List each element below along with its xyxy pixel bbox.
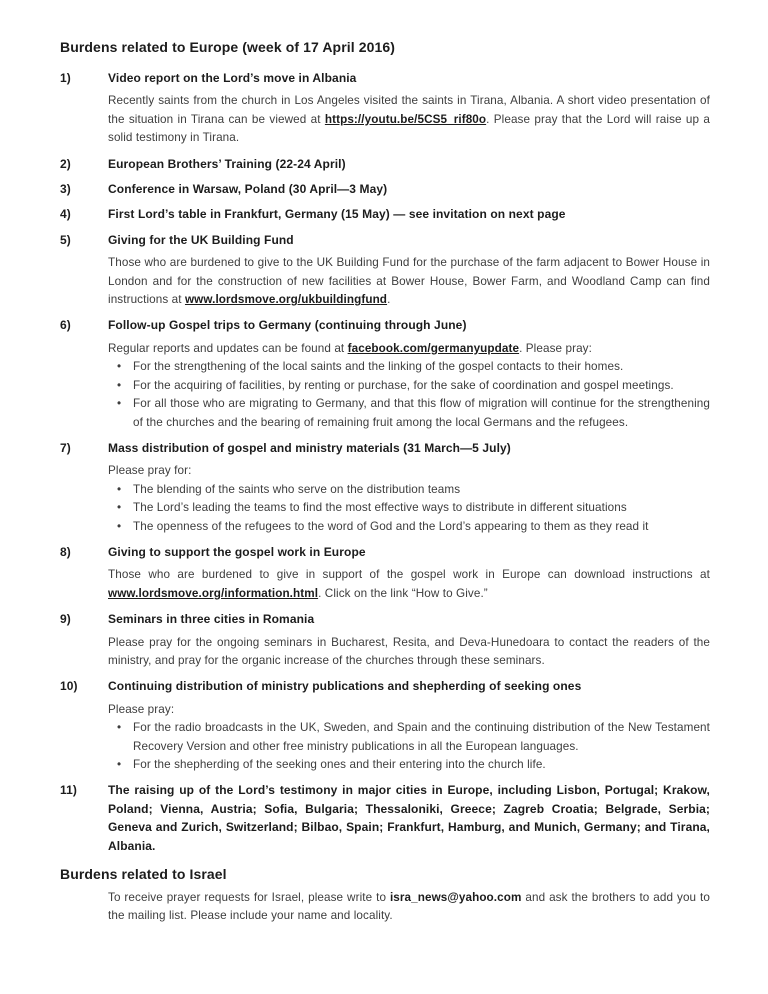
item-number: 7)	[60, 440, 71, 455]
item-heading: Continuing distribution of ministry publications and shepherding of seeking ones	[108, 679, 582, 694]
item-paragraph	[108, 92, 710, 147]
item-paragraph	[108, 566, 710, 603]
item-content	[108, 316, 710, 431]
text-run: Those who are burdened to give to the UK Building Fund for the purchase of the farm adjacent to Bower House in London and for the construction of new facilities at Bower House, Bower Farm, and Woodland Camp can find instructions at	[108, 256, 710, 307]
item-number: 3)	[60, 182, 71, 197]
item-content	[108, 781, 710, 855]
item-number: 10)	[60, 679, 78, 694]
item-heading: The raising up of the Lord’s testimony in major cities in Europe, including Lisbon, Portugal; Krakow, Poland; Vienna, Austria; Sofia, Bulgaria; Thessaloniki, Greece; Zagreb Croatia; Belgrade, Serbia; Geneva and Zurich, Switzerland; Bilbao, Spain; Frankfurt, Hamburg, and Munich, Germany; and Tirana, Albania.	[108, 783, 710, 853]
list-item	[60, 781, 710, 855]
israel-body-paragraph	[108, 889, 710, 926]
text-run: Those who are burdened to give in support of the gospel work in Europe can download instructions at	[108, 568, 710, 582]
text-run: Recently saints from the church in Los Angeles visited the saints in Tirana, Albania. A short video presentation of the situation in Tirana can be viewed at	[108, 94, 710, 126]
text-run: Please pray:	[108, 702, 175, 716]
item-content	[108, 205, 710, 223]
item-number: 9)	[60, 612, 71, 627]
list-item	[60, 69, 710, 148]
item-heading: Follow-up Gospel trips to Germany (continuing through June)	[108, 318, 467, 333]
bullet-list	[108, 358, 710, 432]
bullet-item: • For the acquiring of facilities, by renting or purchase, for the sake of coordination and gospel meetings.	[116, 377, 710, 395]
item-number: 6)	[60, 318, 71, 333]
inline-link[interactable]: www.lordsmove.org/information.html	[108, 586, 319, 600]
item-heading: European Brothers’ Training (22-24 April)	[108, 156, 346, 171]
item-heading: Video report on the Lord’s move in Albania	[108, 71, 357, 85]
text-run: .	[387, 293, 391, 307]
list-item	[60, 231, 710, 310]
item-heading: Seminars in three cities in Romania	[108, 612, 315, 627]
inline-bold-text: isra_news@yahoo.com	[389, 891, 522, 905]
item-content	[108, 155, 710, 173]
inline-link[interactable]: https://youtu.be/5CS5_rif80o	[324, 112, 487, 126]
item-heading: Giving to support the gospel work in Europe	[108, 544, 366, 559]
item-heading: Giving for the UK Building Fund	[108, 232, 294, 247]
item-heading: Mass distribution of gospel and ministry materials (31 March—5 July)	[108, 440, 511, 455]
list-item	[60, 205, 710, 223]
bullet-item: • The openness of the refugees to the word of God and the Lord’s appearing to them as they read it	[116, 518, 710, 536]
text-run: and ask the brothers to add you to the mailing list. Please include your name and locality.	[108, 891, 710, 923]
item-paragraph	[108, 462, 710, 480]
list-item	[60, 155, 710, 173]
item-content	[108, 180, 710, 198]
item-content	[108, 677, 710, 774]
text-run: To receive prayer requests for Israel, please write to	[108, 891, 390, 905]
item-number: 2)	[60, 156, 71, 171]
inline-link[interactable]: facebook.com/germanyupdate	[347, 341, 520, 355]
item-content	[108, 69, 710, 148]
bullet-item: • For the strengthening of the local saints and the linking of the gospel contacts to their homes.	[116, 358, 710, 376]
item-number: 5)	[60, 232, 71, 247]
item-paragraph	[108, 634, 710, 671]
bullet-item: • The blending of the saints who serve on the distribution teams	[116, 481, 710, 499]
item-heading: First Lord’s table in Frankfurt, Germany (15 May) — see invitation on next page	[108, 207, 566, 222]
inline-link[interactable]: www.lordsmove.org/ukbuildingfund	[184, 293, 388, 307]
text-run: . Please pray that the Lord will raise up a solid testimony in Tirana.	[108, 112, 710, 145]
item-content	[108, 231, 710, 310]
text-run: Please pray for:	[108, 464, 192, 478]
list-item	[60, 677, 710, 774]
bullet-list	[108, 719, 710, 774]
text-run: Please pray for the ongoing seminars in Bucharest, Resita, and Deva-Hunedoara to contact the readers of the ministry, and pray for the organic increase of the churches through these seminars.	[108, 635, 710, 667]
text-run: . Click on the link “How to Give.”	[318, 586, 488, 600]
list-item	[60, 180, 710, 198]
bullet-item: • For the shepherding of the seeking ones and their entering into the church life.	[116, 756, 710, 774]
item-heading: Conference in Warsaw, Poland (30 April—3 May)	[108, 182, 388, 197]
item-content	[108, 543, 710, 603]
item-content	[108, 439, 710, 536]
item-number: 4)	[60, 207, 71, 222]
list-item	[60, 543, 710, 603]
item-paragraph	[108, 254, 710, 309]
bullet-item: • For all those who are migrating to Germany, and that this flow of migration will continue for the strengthening of the churches and the bearing of remaining fruit among the local Germans and the refugees.	[116, 395, 710, 432]
item-content	[108, 610, 710, 670]
bullet-list	[108, 481, 710, 536]
europe-items	[60, 69, 710, 855]
item-paragraph	[108, 340, 710, 358]
text-run: . Please pray:	[519, 341, 592, 355]
europe-section-title: Burdens related to Europe (week of 17 April 2016)	[60, 39, 396, 55]
list-item	[60, 316, 710, 431]
item-paragraph	[108, 701, 710, 719]
bullet-item: • For the radio broadcasts in the UK, Sweden, and Spain and the continuing distribution of the New Testament Recovery Version and other free ministry publications in all the European languages.	[116, 719, 710, 756]
list-item	[60, 610, 710, 670]
item-number: 11)	[60, 783, 77, 798]
text-run: Regular reports and updates can be found at	[108, 341, 348, 355]
bullet-item: • The Lord’s leading the teams to find the most effective ways to distribute in different situations	[116, 499, 710, 517]
item-number: 1)	[60, 71, 71, 85]
list-item	[60, 439, 710, 536]
item-number: 8)	[60, 544, 71, 559]
israel-section-title: Burdens related to Israel	[60, 866, 227, 883]
